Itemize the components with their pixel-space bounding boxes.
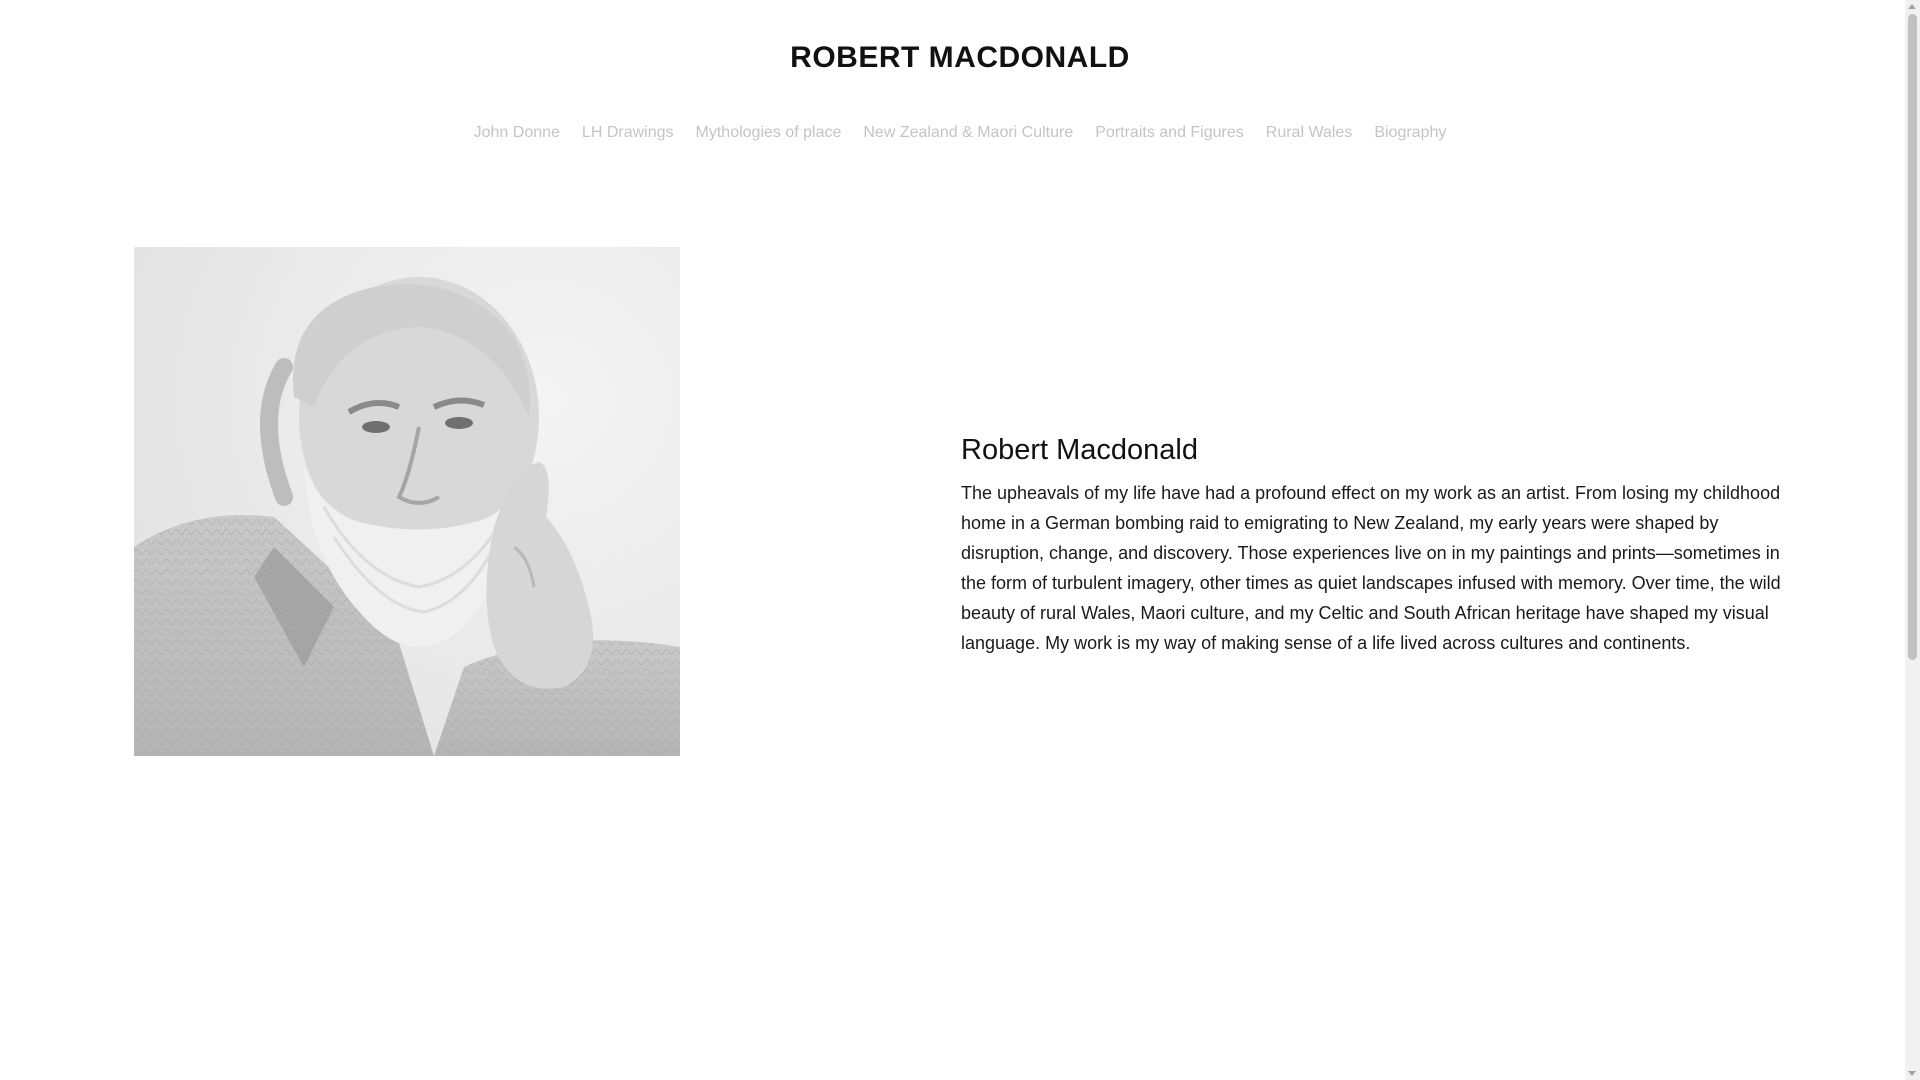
bio-section bbox=[961, 430, 1791, 658]
scrollbar-thumb[interactable] bbox=[1908, 14, 1917, 660]
nav-item-rural-wales[interactable]: Rural Wales bbox=[1265, 124, 1353, 141]
site-title[interactable]: ROBERT MACDONALD bbox=[790, 41, 1130, 74]
nav-item-portraits-and-figures[interactable]: Portraits and Figures bbox=[1095, 124, 1244, 141]
vertical-scrollbar[interactable] bbox=[1905, 0, 1920, 1080]
nav-item-mythologies-of-place[interactable]: Mythologies of place bbox=[695, 124, 842, 141]
scroll-up-arrow-icon[interactable] bbox=[1908, 4, 1916, 9]
nav-item-biography[interactable]: Biography bbox=[1374, 124, 1447, 141]
portrait-photo bbox=[134, 247, 680, 756]
nav-item-lh-drawings[interactable]: LH Drawings bbox=[581, 124, 674, 141]
nav-item-new-zealand-maori-culture[interactable]: New Zealand & Maori Culture bbox=[863, 124, 1074, 141]
main-nav bbox=[0, 122, 1920, 144]
bio-text: The upheavals of my life have had a profound effect on my work as an artist. From losing my childhood home in a German bombing raid to emigrating to New Zealand, my early years were shaped by disruption, change, and discovery. Those experiences live on in my paintings and prints—sometimes in the form of turbulent imagery, other times as quiet landscapes infused with memory. Over time, the wild beauty of rural Wales, Maori culture, and my Celtic and South African heritage have shaped my visual language. My work is my way of making sense of a life lived across cultures and continents. bbox=[961, 483, 1781, 653]
scroll-down-arrow-icon[interactable] bbox=[1908, 1071, 1916, 1076]
bio-name: Robert Macdonald bbox=[961, 434, 1198, 466]
portrait-illustration bbox=[134, 247, 680, 756]
nav-item-john-donne[interactable]: John Donne bbox=[473, 124, 560, 141]
